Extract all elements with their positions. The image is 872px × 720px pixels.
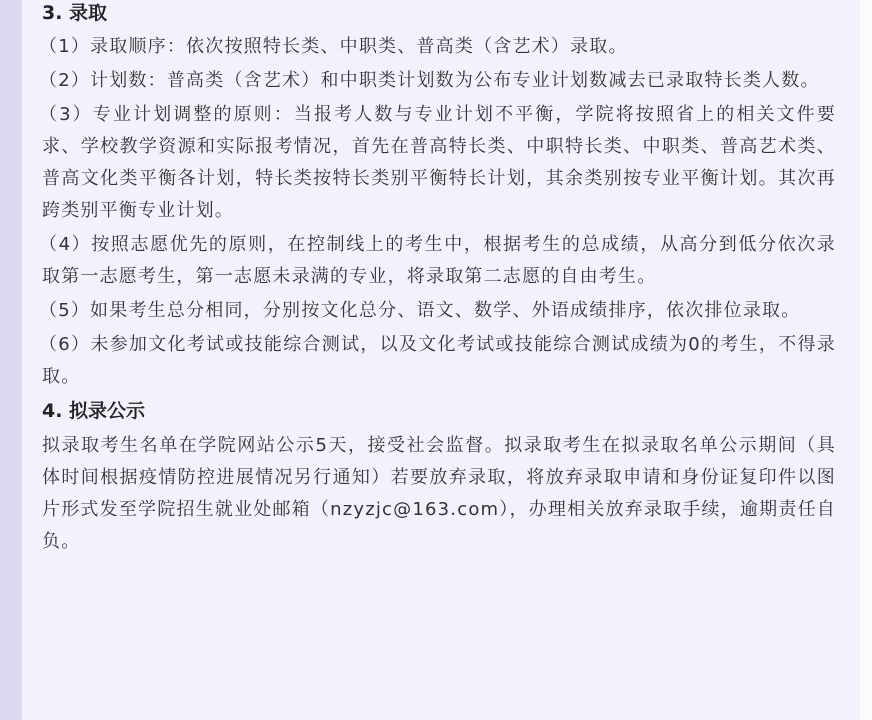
paragraph-plan-adjustment: （3）专业计划调整的原则：当报考人数与专业计划不平衡，学院将按照省上的相关文件要求、学校教学资源和实际报考情况，首先在普高特长类、中职特长类、中职类、普高艺术类、普高文化类平衡各计划，特长类按特长类别平衡特长计划，其余类别按专业平衡计划。其次再跨类别平衡专业计划。 xyxy=(39,104,836,221)
left-accent-bar xyxy=(0,0,22,720)
admission-content-card xyxy=(22,0,860,720)
paragraph-exam-requirement: （6）未参加文化考试或技能综合测试，以及文化考试或技能综合测试成绩为0的考生，不得录取。 xyxy=(39,334,836,387)
paragraph-volunteer-priority: （4）按照志愿优先的原则，在控制线上的考生中，根据考生的总成绩，从高分到低分依次录取第一志愿考生，第一志愿未录满的专业，将录取第二志愿的自由考生。 xyxy=(39,234,836,287)
paragraph-publicity-notice: 拟录取考生名单在学院网站公示5天，接受社会监督。拟录取考生在拟录取名单公示期间（具体时间根据疫情防控进展情况另行通知）若要放弃录取，将放弃录取申请和身份证复印件以图片形式发至学院招生就业处邮箱（nzyzjc@163.com），办理相关放弃录取手续，逾期责任自负。 xyxy=(42,435,836,552)
paragraph-admission-order: （1）录取顺序：依次按照特长类、中职类、普高类（含艺术）录取。 xyxy=(39,36,628,57)
right-page-margin xyxy=(860,0,872,720)
section-heading-admission: 3. 录取 xyxy=(42,2,108,24)
paragraph-plan-count: （2）计划数：普高类（含艺术）和中职类计划数为公布专业计划数减去已录取特长类人数。 xyxy=(39,70,820,91)
paragraph-equal-score-ranking: （5）如果考生总分相同，分别按文化总分、语文、数学、外语成绩排序，依次排位录取。 xyxy=(39,300,801,321)
section-heading-publicity: 4. 拟录公示 xyxy=(42,400,146,422)
